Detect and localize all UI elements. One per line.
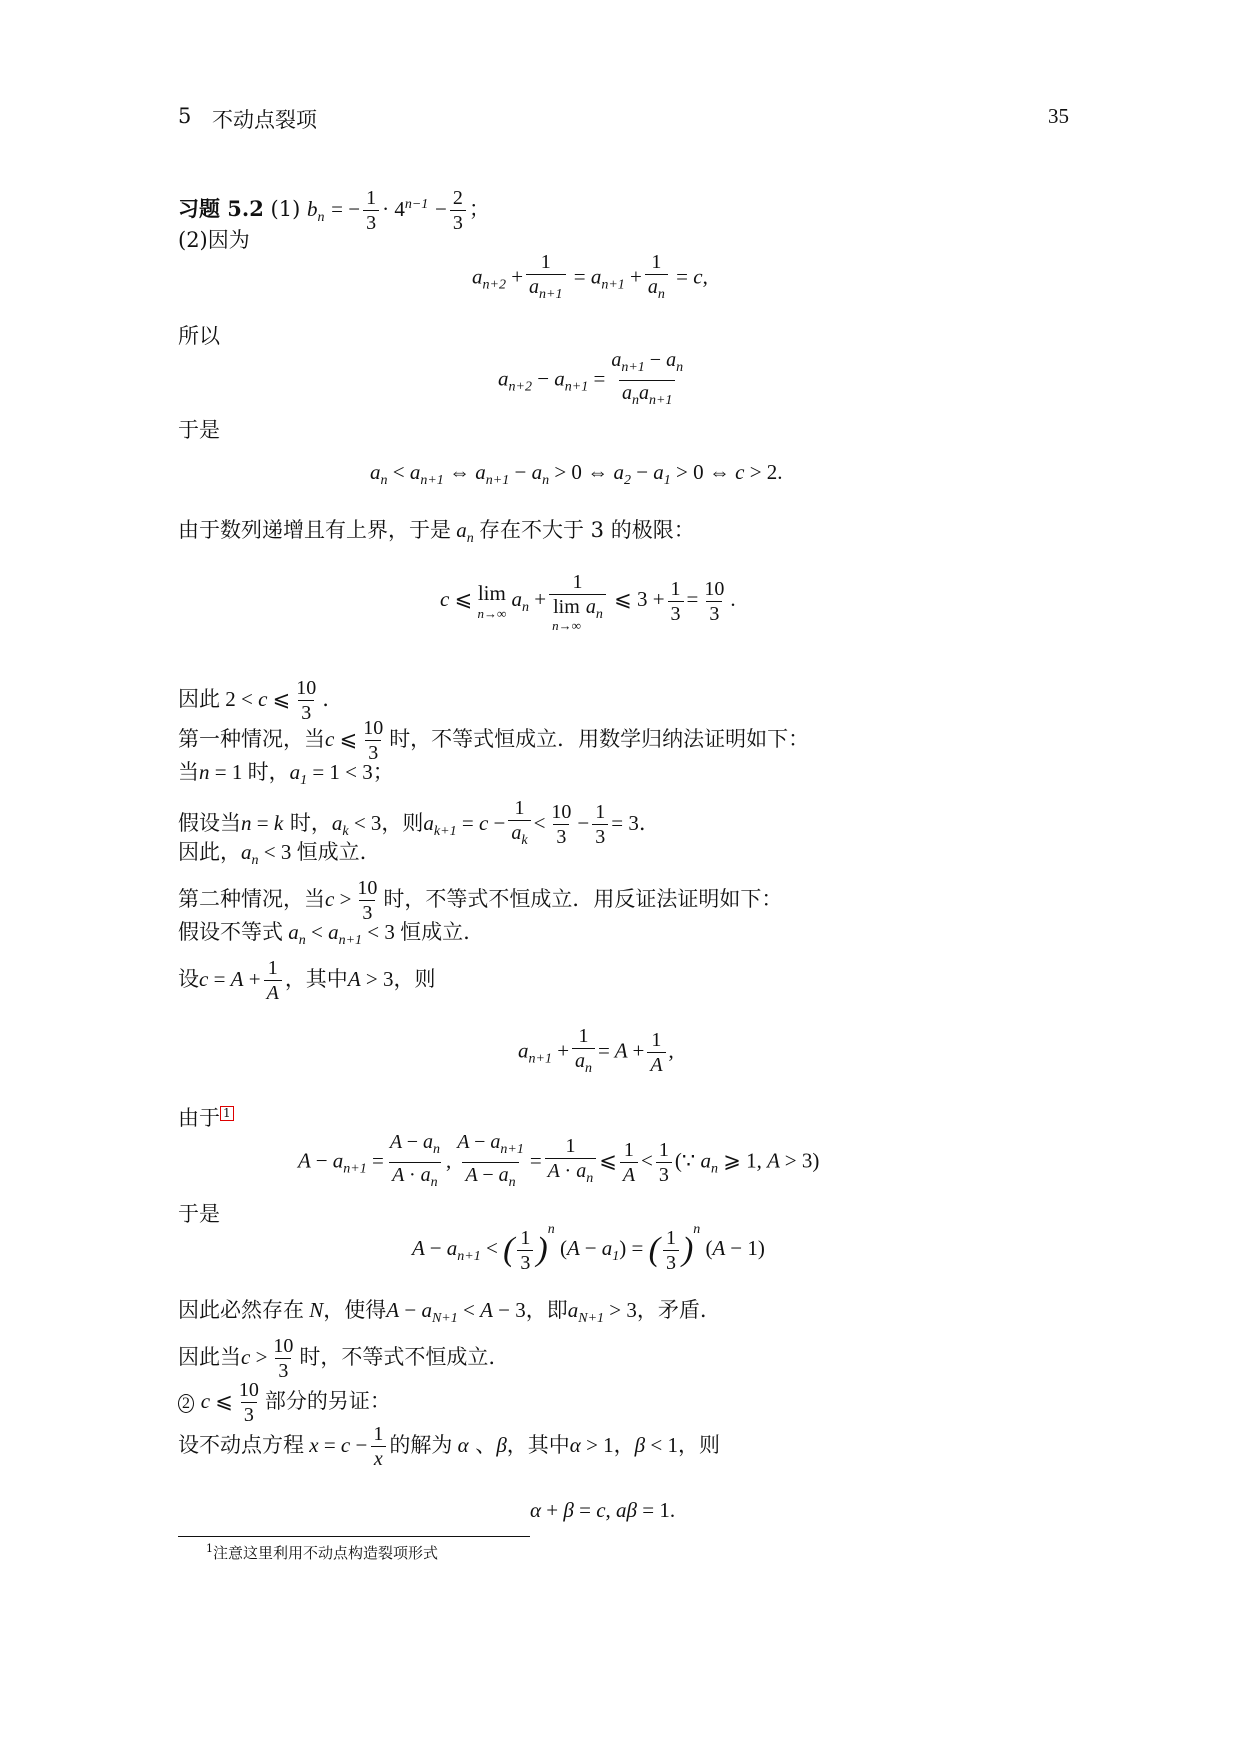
footnote-text: 注意这里利用不动点构造裂项形式 (213, 1544, 439, 1562)
paragraph: 第二种情况，当c > $\frac{10}{3}$ 时，不等式不恒成立．用反证法证明如下： (178, 877, 783, 924)
paragraph: 于是 (178, 1202, 220, 1226)
equation: $a_{n+2} - a_{n+1}$ = $\frac{a_{n+1} - a_n}{a_na_{n+1}}$ (498, 348, 689, 413)
paragraph: 假设不等式 $a_n < a_{n+1} < 3$ 恒成立. (178, 920, 470, 949)
paragraph: 因此 2 < c ⩽ $\frac{10}{3}$ . (178, 677, 329, 724)
footnote-link[interactable]: 1 (220, 1106, 234, 1121)
paragraph: 于是 (178, 418, 220, 442)
exercise-label: 习题 5.2 (178, 196, 264, 221)
paragraph: 设c = A + $\frac{1}{A}$ ，其中A > 3，则 (178, 957, 436, 1004)
paragraph: 所以 (178, 324, 220, 348)
paragraph: 假设当n = k 时，$a_k < 3$，则$a_{k+1} = c$ − $\frac{1}{a_k}$ < $\frac{10}{3}$ − $\frac{1}{3}$ = 3. (178, 796, 646, 853)
paragraph: 因此当c > $\frac{10}{3}$ 时，不等式不恒成立. (178, 1335, 496, 1382)
equation: $A - a_{n+1}$ = $\frac{A - a_n}{A \cdot a_n}$ , $\frac{A - a_{n+1}}{A - a_n}$ = $\frac{1}{A \cdot a_n}$ ⩽ $\frac{1}{A}$ < $\frac{1}{3}$ (∵ $a_n$ ⩾ 1, A > 3) (298, 1130, 819, 1195)
section-title: 不动点裂项 (212, 108, 317, 132)
paragraph: 由于数列递增且有上界，于是 $a_n$ 存在不大于 3 的极限： (178, 518, 695, 547)
paragraph: 当n = 1 时，$a_1 = 1 < 3$； (178, 760, 394, 789)
equation: $A - a_{n+1}$ < ( $\frac{1}{3}$ )$^n$ $(A - a_1)$ = ( $\frac{1}{3}$ )$^n$ (A − 1) (412, 1222, 765, 1274)
paragraph: 因此必然存在 N，使得$A - a_{N+1} < A - 3$，即$a_{N+1} > 3$，矛盾. (178, 1298, 707, 1327)
footnote-rule (178, 1536, 530, 1537)
paragraph: 设不动点方程 x = c − $\frac{1}{x}$ 的解为 α 、β，其中α > 1，β < 1，则 (178, 1423, 720, 1470)
page-number: 35 (1048, 104, 1069, 128)
footnote-marker: 1 (206, 1542, 213, 1555)
paragraph: 因此，$a_n < 3$ 恒成立. (178, 840, 367, 869)
equation: $a_n < a_{n+1}$ ⇔ $a_{n+1} - a_n > 0$ ⇔ $a_2 - a_1 > 0$ ⇔ c > 2. (370, 460, 783, 489)
paragraph: 2 c ⩽ $\frac{10}{3}$ 部分的另证： (178, 1378, 391, 1427)
equation: $a_{n+2}$ + $\frac{1}{a_{n+1}}$ = $a_{n+1}$ + $\frac{1}{a_n}$ = c, (472, 250, 708, 307)
section-number: 5 (178, 104, 192, 128)
equation: c ⩽ lim n→∞ $a_n$ + 1 lim n→∞ $a_n$ ⩽ 3 + $\frac{1}{3}$ = $\frac{10}{3}$ . (440, 571, 736, 633)
paragraph: 由于 1 (178, 1104, 234, 1132)
equation: $a_{n+1}$ + $\frac{1}{a_n}$ = A + $\frac{1}{A}$ , (518, 1024, 674, 1081)
paragraph: 第一种情况，当c ⩽ $\frac{10}{3}$ 时，不等式恒成立．用数学归纳法证明如下： (178, 717, 810, 764)
footnote (206, 1542, 438, 1563)
paragraph: (2)因为 (178, 228, 250, 252)
exercise-line: 习题 5.2 (1) $b_n$ = − $\frac{1}{3}$ · $4^{n-1}$ − $\frac{2}{3}$ ； (178, 187, 490, 234)
equation: α + β = c, aβ = 1. (530, 1498, 676, 1522)
